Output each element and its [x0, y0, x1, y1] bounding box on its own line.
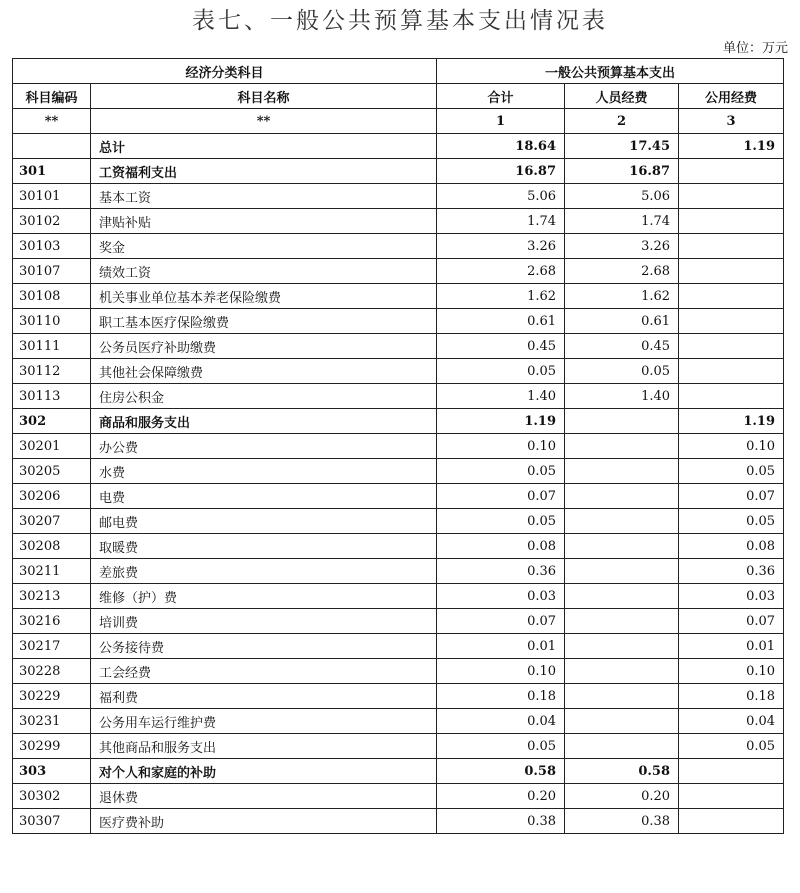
cell-personnel [565, 634, 679, 659]
table-row [13, 234, 784, 259]
cell-code: 30205 [13, 459, 91, 484]
cell-code: 30213 [13, 584, 91, 609]
cell-total: 2.68 [437, 259, 565, 284]
cell-personnel: 2.68 [565, 259, 679, 284]
page-title: 表七、一般公共预算基本支出情况表 [192, 8, 608, 34]
cell-code: 30111 [13, 334, 91, 359]
table-row [13, 759, 784, 784]
header-general-budget-basic-expenditure: 一般公共预算基本支出 [437, 59, 784, 84]
table-row [13, 434, 784, 459]
cell-total: 1.19 [437, 409, 565, 434]
cell-name: 公务员医疗补助缴费 [91, 334, 437, 359]
cell-code: 30211 [13, 559, 91, 584]
table-row [13, 159, 784, 184]
cell-total: 3.26 [437, 234, 565, 259]
header-code: 科目编码 [13, 84, 91, 109]
cell-public [679, 309, 784, 334]
cell-public: 0.08 [679, 534, 784, 559]
cell-name: 基本工资 [91, 184, 437, 209]
cell-name: 福利费 [91, 684, 437, 709]
index-cell: 3 [679, 109, 784, 134]
cell-name: 公务接待费 [91, 634, 437, 659]
cell-personnel [565, 484, 679, 509]
table-row [13, 359, 784, 384]
header-personnel: 人员经费 [565, 84, 679, 109]
cell-total: 0.07 [437, 609, 565, 634]
table-row [13, 584, 784, 609]
cell-personnel: 5.06 [565, 184, 679, 209]
cell-public: 0.10 [679, 659, 784, 684]
cell-name: 取暖费 [91, 534, 437, 559]
table-row [13, 259, 784, 284]
cell-personnel: 17.45 [565, 134, 679, 159]
cell-name: 职工基本医疗保险缴费 [91, 309, 437, 334]
cell-code: 30206 [13, 484, 91, 509]
cell-name: 培训费 [91, 609, 437, 634]
cell-code: 30101 [13, 184, 91, 209]
table-row [13, 684, 784, 709]
cell-public: 0.05 [679, 509, 784, 534]
cell-public: 0.18 [679, 684, 784, 709]
cell-total: 16.87 [437, 159, 565, 184]
cell-public: 0.04 [679, 709, 784, 734]
cell-personnel: 0.61 [565, 309, 679, 334]
cell-name: 津贴补贴 [91, 209, 437, 234]
cell-total: 0.05 [437, 509, 565, 534]
cell-personnel [565, 534, 679, 559]
cell-code: 301 [13, 159, 91, 184]
index-cell: ** [13, 109, 91, 134]
cell-name: 绩效工资 [91, 259, 437, 284]
cell-total: 0.18 [437, 684, 565, 709]
index-cell: 2 [565, 109, 679, 134]
cell-personnel: 16.87 [565, 159, 679, 184]
cell-total: 0.05 [437, 734, 565, 759]
table-row [13, 784, 784, 809]
table-row [13, 559, 784, 584]
cell-public [679, 784, 784, 809]
cell-personnel: 1.62 [565, 284, 679, 309]
cell-code: 30102 [13, 209, 91, 234]
cell-code: 30229 [13, 684, 91, 709]
cell-code: 30108 [13, 284, 91, 309]
cell-public: 0.36 [679, 559, 784, 584]
cell-public: 0.03 [679, 584, 784, 609]
cell-public [679, 334, 784, 359]
cell-personnel [565, 584, 679, 609]
cell-total: 0.04 [437, 709, 565, 734]
cell-public: 1.19 [679, 134, 784, 159]
cell-code: 30208 [13, 534, 91, 559]
cell-name: 维修（护）费 [91, 584, 437, 609]
cell-total: 5.06 [437, 184, 565, 209]
cell-personnel [565, 434, 679, 459]
cell-public: 0.07 [679, 484, 784, 509]
cell-total: 1.62 [437, 284, 565, 309]
index-cell: ** [91, 109, 437, 134]
table-row [13, 484, 784, 509]
cell-total: 0.58 [437, 759, 565, 784]
cell-name: 总计 [91, 134, 437, 159]
cell-total: 0.45 [437, 334, 565, 359]
cell-total: 0.01 [437, 634, 565, 659]
cell-name: 对个人和家庭的补助 [91, 759, 437, 784]
table-row [13, 409, 784, 434]
expenditure-table [12, 58, 784, 834]
cell-name: 公务用车运行维护费 [91, 709, 437, 734]
cell-personnel: 1.40 [565, 384, 679, 409]
cell-public: 0.07 [679, 609, 784, 634]
table-row [13, 659, 784, 684]
table-row [13, 384, 784, 409]
cell-personnel: 0.58 [565, 759, 679, 784]
cell-personnel [565, 609, 679, 634]
cell-personnel [565, 684, 679, 709]
table-row [13, 609, 784, 634]
table-row [13, 184, 784, 209]
cell-name: 住房公积金 [91, 384, 437, 409]
cell-total: 18.64 [437, 134, 565, 159]
cell-total: 0.38 [437, 809, 565, 834]
cell-name: 差旅费 [91, 559, 437, 584]
cell-total: 0.20 [437, 784, 565, 809]
cell-code: 30113 [13, 384, 91, 409]
table-row [13, 509, 784, 534]
cell-code: 302 [13, 409, 91, 434]
cell-public: 0.05 [679, 734, 784, 759]
cell-public: 0.05 [679, 459, 784, 484]
cell-public [679, 234, 784, 259]
cell-code: 30217 [13, 634, 91, 659]
cell-code: 30112 [13, 359, 91, 384]
cell-code: 30103 [13, 234, 91, 259]
cell-personnel [565, 734, 679, 759]
cell-code: 30201 [13, 434, 91, 459]
cell-public [679, 384, 784, 409]
cell-personnel: 0.45 [565, 334, 679, 359]
cell-personnel: 3.26 [565, 234, 679, 259]
cell-total: 0.05 [437, 459, 565, 484]
cell-public: 0.01 [679, 634, 784, 659]
cell-code: 30302 [13, 784, 91, 809]
cell-total: 0.10 [437, 659, 565, 684]
table-row [13, 284, 784, 309]
cell-name: 医疗费补助 [91, 809, 437, 834]
cell-public [679, 284, 784, 309]
table-row [13, 709, 784, 734]
cell-total: 1.74 [437, 209, 565, 234]
cell-public [679, 209, 784, 234]
cell-code: 30110 [13, 309, 91, 334]
header-total: 合计 [437, 84, 565, 109]
cell-personnel [565, 509, 679, 534]
cell-code: 30207 [13, 509, 91, 534]
cell-name: 工会经费 [91, 659, 437, 684]
cell-name: 其他社会保障缴费 [91, 359, 437, 384]
cell-personnel [565, 709, 679, 734]
cell-code [13, 134, 91, 159]
cell-personnel [565, 659, 679, 684]
cell-total: 0.61 [437, 309, 565, 334]
table-row [13, 809, 784, 834]
table-row [13, 134, 784, 159]
cell-personnel [565, 409, 679, 434]
cell-name: 电费 [91, 484, 437, 509]
cell-public [679, 184, 784, 209]
cell-name: 工资福利支出 [91, 159, 437, 184]
cell-name: 办公费 [91, 434, 437, 459]
table-row [13, 309, 784, 334]
cell-code: 30307 [13, 809, 91, 834]
cell-total: 0.08 [437, 534, 565, 559]
cell-name: 退休费 [91, 784, 437, 809]
cell-personnel: 0.20 [565, 784, 679, 809]
index-cell: 1 [437, 109, 565, 134]
cell-public: 1.19 [679, 409, 784, 434]
cell-personnel [565, 559, 679, 584]
table-row [13, 334, 784, 359]
cell-total: 1.40 [437, 384, 565, 409]
cell-code: 30228 [13, 659, 91, 684]
table-row [13, 734, 784, 759]
table-row [13, 534, 784, 559]
cell-code: 30216 [13, 609, 91, 634]
cell-code: 30107 [13, 259, 91, 284]
cell-public [679, 759, 784, 784]
cell-public [679, 159, 784, 184]
unit-label: 单位：万元 [722, 41, 788, 56]
cell-name: 水费 [91, 459, 437, 484]
cell-name: 商品和服务支出 [91, 409, 437, 434]
cell-total: 0.05 [437, 359, 565, 384]
cell-name: 奖金 [91, 234, 437, 259]
table-row [13, 459, 784, 484]
table-row [13, 634, 784, 659]
cell-public [679, 259, 784, 284]
header-name: 科目名称 [91, 84, 437, 109]
cell-total: 0.07 [437, 484, 565, 509]
table-row [13, 209, 784, 234]
header-economic-classification: 经济分类科目 [13, 59, 437, 84]
cell-personnel: 0.05 [565, 359, 679, 384]
cell-total: 0.10 [437, 434, 565, 459]
cell-code: 303 [13, 759, 91, 784]
cell-name: 机关事业单位基本养老保险缴费 [91, 284, 437, 309]
cell-public [679, 809, 784, 834]
cell-name: 邮电费 [91, 509, 437, 534]
cell-personnel: 1.74 [565, 209, 679, 234]
cell-code: 30299 [13, 734, 91, 759]
cell-code: 30231 [13, 709, 91, 734]
cell-personnel: 0.38 [565, 809, 679, 834]
header-public: 公用经费 [679, 84, 784, 109]
cell-name: 其他商品和服务支出 [91, 734, 437, 759]
cell-personnel [565, 459, 679, 484]
cell-public [679, 359, 784, 384]
cell-public: 0.10 [679, 434, 784, 459]
cell-total: 0.03 [437, 584, 565, 609]
cell-total: 0.36 [437, 559, 565, 584]
index-row [13, 109, 784, 134]
